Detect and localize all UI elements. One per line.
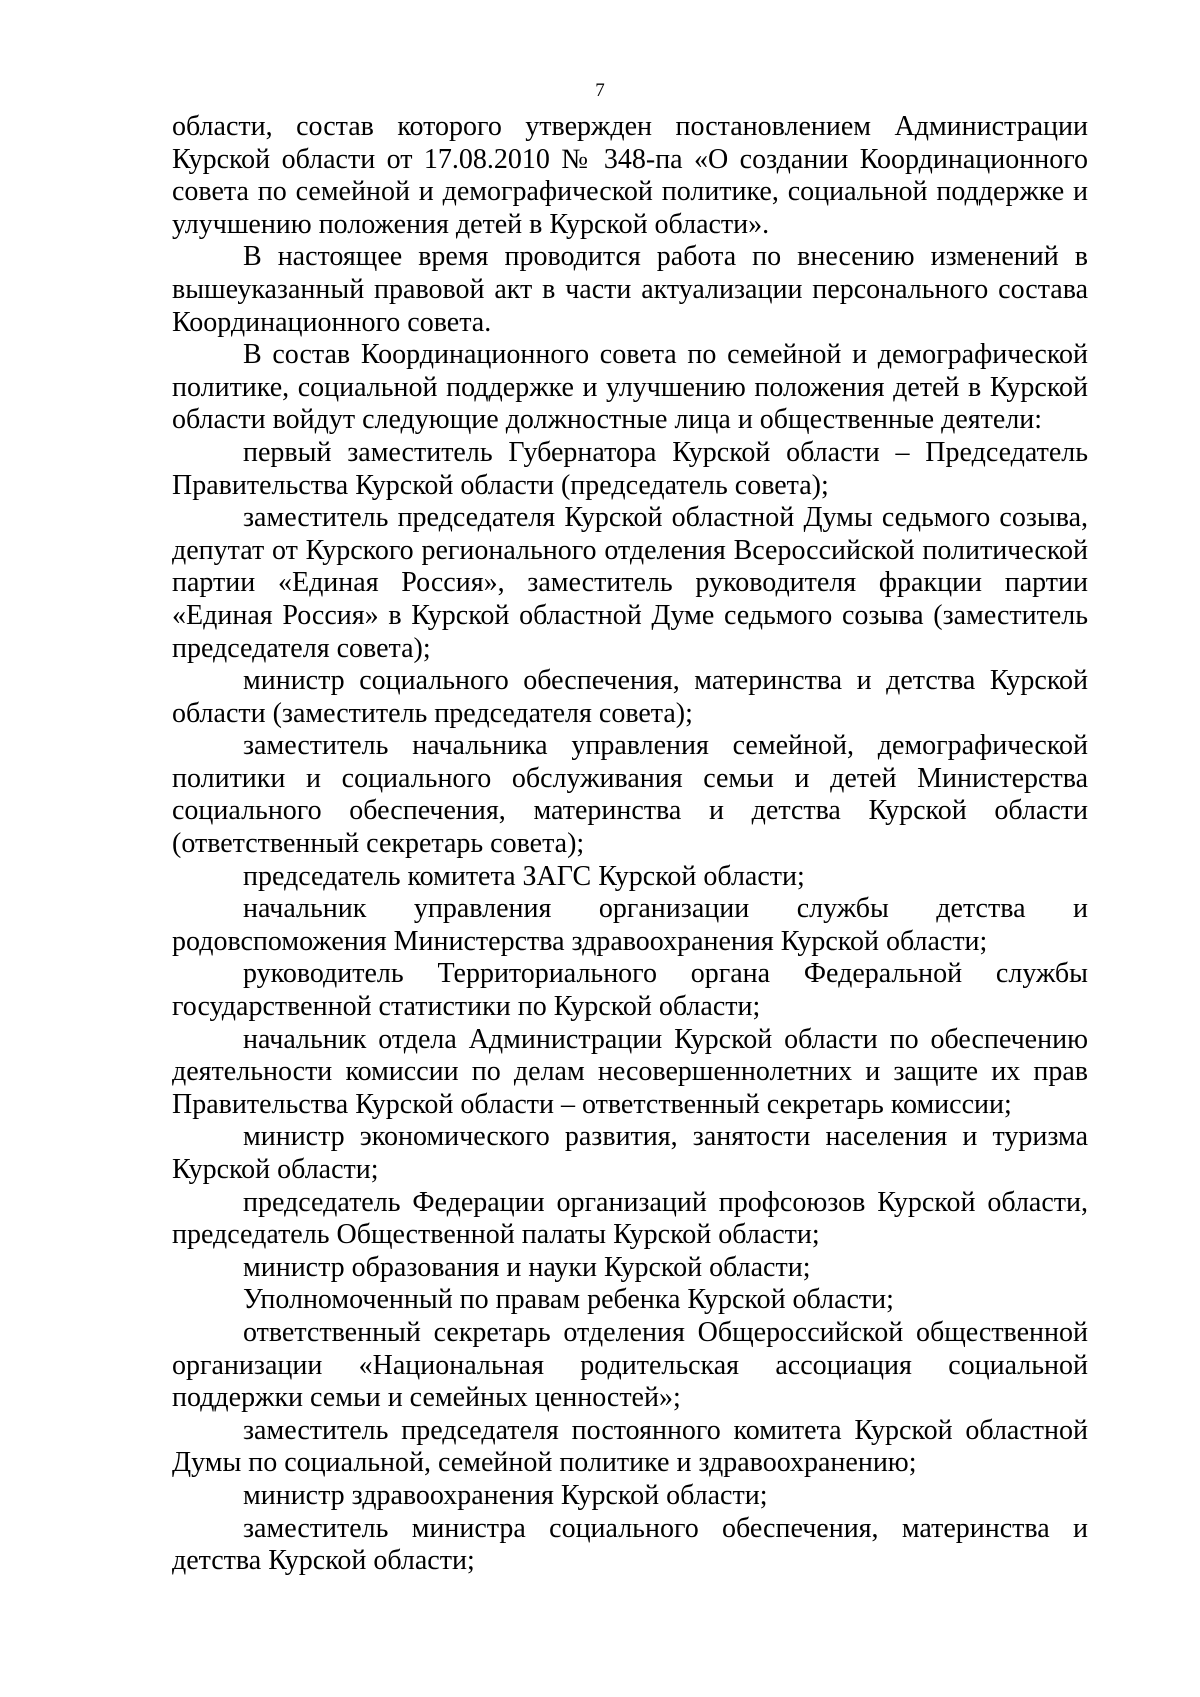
document-body bbox=[172, 111, 1088, 1578]
member-item: председатель комитета ЗАГС Курской области; bbox=[243, 860, 805, 892]
page-number: 7 bbox=[595, 80, 605, 101]
member-item: заместитель начальника управления семейной, демографической политики и социального обслуживания семьи и детей Министерства социального обеспечения, материнства и детства Курской области (ответственный секретарь совета); bbox=[172, 730, 1088, 860]
member-item: председатель Федерации организаций профсоюзов Курской области, председатель Общественной палаты Курской области; bbox=[172, 1186, 1088, 1251]
paragraph-continuation: области, состав которого утвержден постановлением Администрации Курской области от 17.08.2010 № 348-па «О создании Координационного совета по семейной и демографической политике, социальной поддержке и улучшению положения детей в Курской области». bbox=[172, 111, 1088, 240]
member-item: министр социального обеспечения, материнства и детства Курской области (заместитель председателя совета); bbox=[172, 665, 1088, 729]
member-item: руководитель Территориального органа Федеральной службы государственной статистики по Курской области; bbox=[172, 958, 1088, 1023]
member-item: Уполномоченный по правам ребенка Курской области; bbox=[243, 1284, 894, 1316]
member-item: министр образования и науки Курской области; bbox=[243, 1251, 811, 1283]
member-item: ответственный секретарь отделения Общероссийской общественной организации «Национальная родительская ассоциация социальной поддержки семьи и семейных ценностей»; bbox=[172, 1316, 1088, 1414]
paragraph-council-composition: В состав Координационного совета по семейной и демографической политике, социальной поддержке и улучшению положения детей в Курской области войдут следующие должностные лица и общественные деятели: bbox=[172, 339, 1088, 436]
member-item: заместитель председателя Курской областной Думы седьмого созыва, депутат от Курского регионального отделения Всероссийской политической партии «Единая Россия», заместитель руководителя фракции партии «Единая Россия» в Курской областной Думе седьмого созыва (заместитель председателя совета); bbox=[172, 502, 1088, 664]
member-item: заместитель председателя постоянного комитета Курской областной Думы по социальной, семейной политике и здравоохранению; bbox=[172, 1414, 1088, 1479]
member-item: первый заместитель Губернатора Курской области – Председатель Правительства Курской области (председатель совета); bbox=[172, 436, 1088, 501]
paragraph-current-work: В настоящее время проводится работа по внесению изменений в вышеуказанный правовой акт в части актуализации персонального состава Координационного совета. bbox=[172, 241, 1088, 338]
member-item: министр здравоохранения Курской области; bbox=[243, 1479, 768, 1511]
member-item: начальник управления организации службы детства и родовспоможения Министерства здравоохранения Курской области; bbox=[172, 893, 1088, 957]
member-item: заместитель министра социального обеспечения, материнства и детства Курской области; bbox=[172, 1512, 1088, 1577]
member-item: министр экономического развития, занятости населения и туризма Курской области; bbox=[172, 1121, 1088, 1185]
member-item: начальник отдела Администрации Курской области по обеспечению деятельности комиссии по делам несовершеннолетних и защите их прав Правительства Курской области – ответственный секретарь комиссии; bbox=[172, 1023, 1088, 1120]
